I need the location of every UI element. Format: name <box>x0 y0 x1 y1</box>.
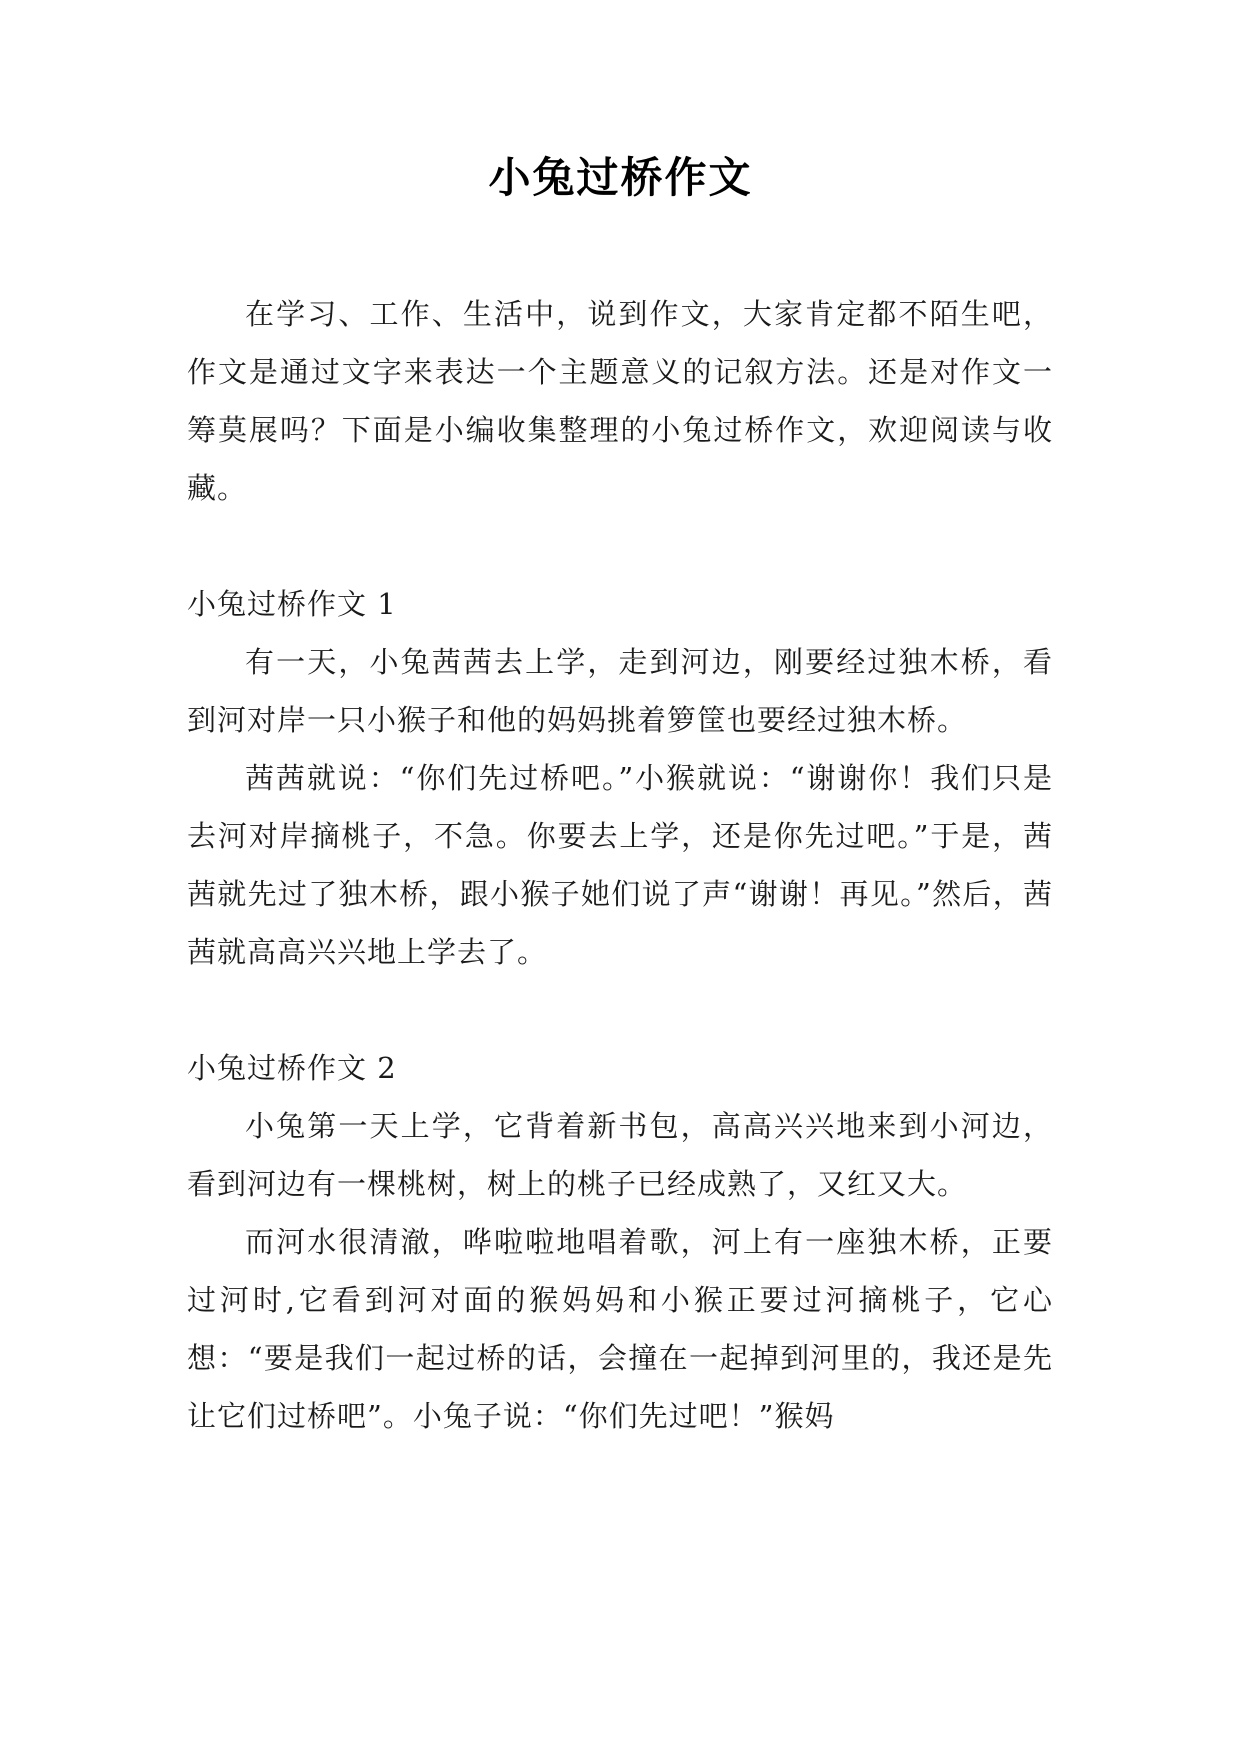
section-2-paragraph-2: 而河水很清澈，哗啦啦地唱着歌，河上有一座独木桥，正要过河时,它看到河对面的猴妈妈和小猴正要过河摘桃子，它心想：“要是我们一起过桥的话，会撞在一起掉到河里的，我还是先让它们过桥吧”。小兔子说：“你们先过吧！”猴妈 <box>187 1225 1053 1433</box>
section-2-paragraph-1: 小兔第一天上学，它背着新书包，高高兴兴地来到小河边，看到河边有一棵桃树，树上的桃子已经成熟了，又红又大。 <box>187 1109 1053 1201</box>
intro-paragraph: 在学习、工作、生活中，说到作文，大家肯定都不陌生吧，作文是通过文字来表达一个主题意义的记叙方法。还是对作文一筹莫展吗？下面是小编收集整理的小兔过桥作文，欢迎阅读与收藏。 <box>187 297 1053 505</box>
document-title: 小兔过桥作文 <box>488 153 753 202</box>
section-1-paragraph-2: 茜茜就说：“你们先过桥吧。”小猴就说：“谢谢你！我们只是去河对岸摘桃子，不急。你要去上学，还是你先过吧。”于是，茜茜就先过了独木桥，跟小猴子她们说了声“谢谢！再见。”然后，茜茜就高高兴兴地上学去了。 <box>187 761 1053 969</box>
section-1-heading: 小兔过桥作文 1 <box>187 587 397 621</box>
document-body <box>187 285 1053 1445</box>
section-1-paragraph-1: 有一天，小兔茜茜去上学，走到河边，刚要经过独木桥，看到河对岸一只小猴子和他的妈妈挑着箩筐也要经过独木桥。 <box>187 645 1053 737</box>
section-2-heading: 小兔过桥作文 2 <box>187 1051 397 1085</box>
section-gap <box>187 517 1053 575</box>
section-gap <box>187 981 1053 1039</box>
